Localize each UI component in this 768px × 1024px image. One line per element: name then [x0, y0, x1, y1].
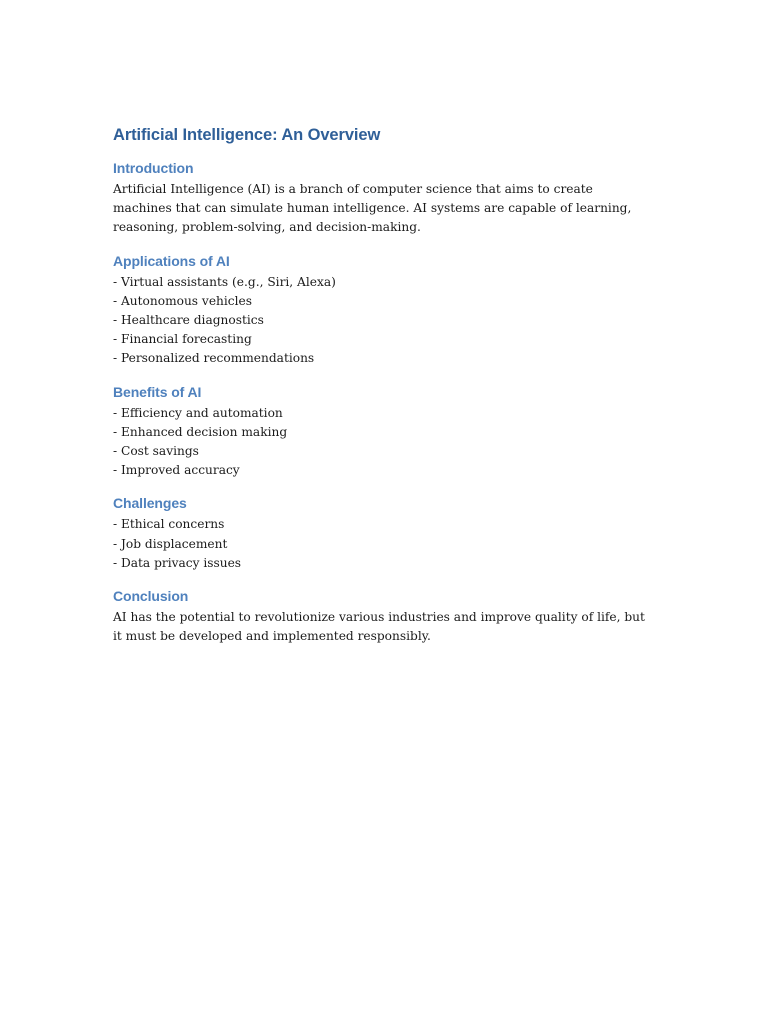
- list-item: - Virtual assistants (e.g., Siri, Alexa): [113, 274, 336, 289]
- list-item: - Healthcare diagnostics: [113, 313, 264, 328]
- list-item: - Improved accuracy: [113, 463, 240, 478]
- list-item: - Efficiency and automation: [113, 405, 283, 420]
- section-challenges: [113, 493, 655, 573]
- section-heading-applications: Applications of AI: [113, 252, 230, 269]
- section-heading-conclusion: Conclusion: [113, 588, 189, 605]
- benefits-list: [113, 404, 655, 481]
- section-applications: [113, 251, 655, 369]
- section-conclusion: [113, 586, 655, 646]
- applications-list: [113, 273, 655, 369]
- list-item: - Enhanced decision making: [113, 424, 288, 439]
- challenges-list: [113, 515, 655, 573]
- list-item: - Cost savings: [113, 444, 199, 459]
- list-item: - Data privacy issues: [113, 555, 242, 570]
- section-benefits: [113, 382, 655, 481]
- list-item: - Autonomous vehicles: [113, 293, 252, 308]
- list-item: - Financial forecasting: [113, 332, 252, 347]
- section-heading-benefits: Benefits of AI: [113, 383, 202, 400]
- introduction-paragraph: Artificial Intelligence (AI) is a branch of computer science that aims to create machines that can simulate human intelligence. AI systems are capable of learning, reasoning, problem-solving, and decision-making.: [113, 182, 632, 235]
- conclusion-paragraph: AI has the potential to revolutionize various industries and improve quality of life, but it must be developed and implemented responsibly.: [113, 610, 645, 644]
- section-heading-challenges: Challenges: [113, 495, 187, 512]
- list-item: - Ethical concerns: [113, 517, 225, 532]
- document-title: Artificial Intelligence: An Overview: [113, 126, 381, 144]
- section-introduction: [113, 158, 655, 238]
- section-heading-introduction: Introduction: [113, 160, 194, 176]
- list-item: - Job displacement: [113, 536, 228, 551]
- list-item: - Personalized recommendations: [113, 351, 315, 366]
